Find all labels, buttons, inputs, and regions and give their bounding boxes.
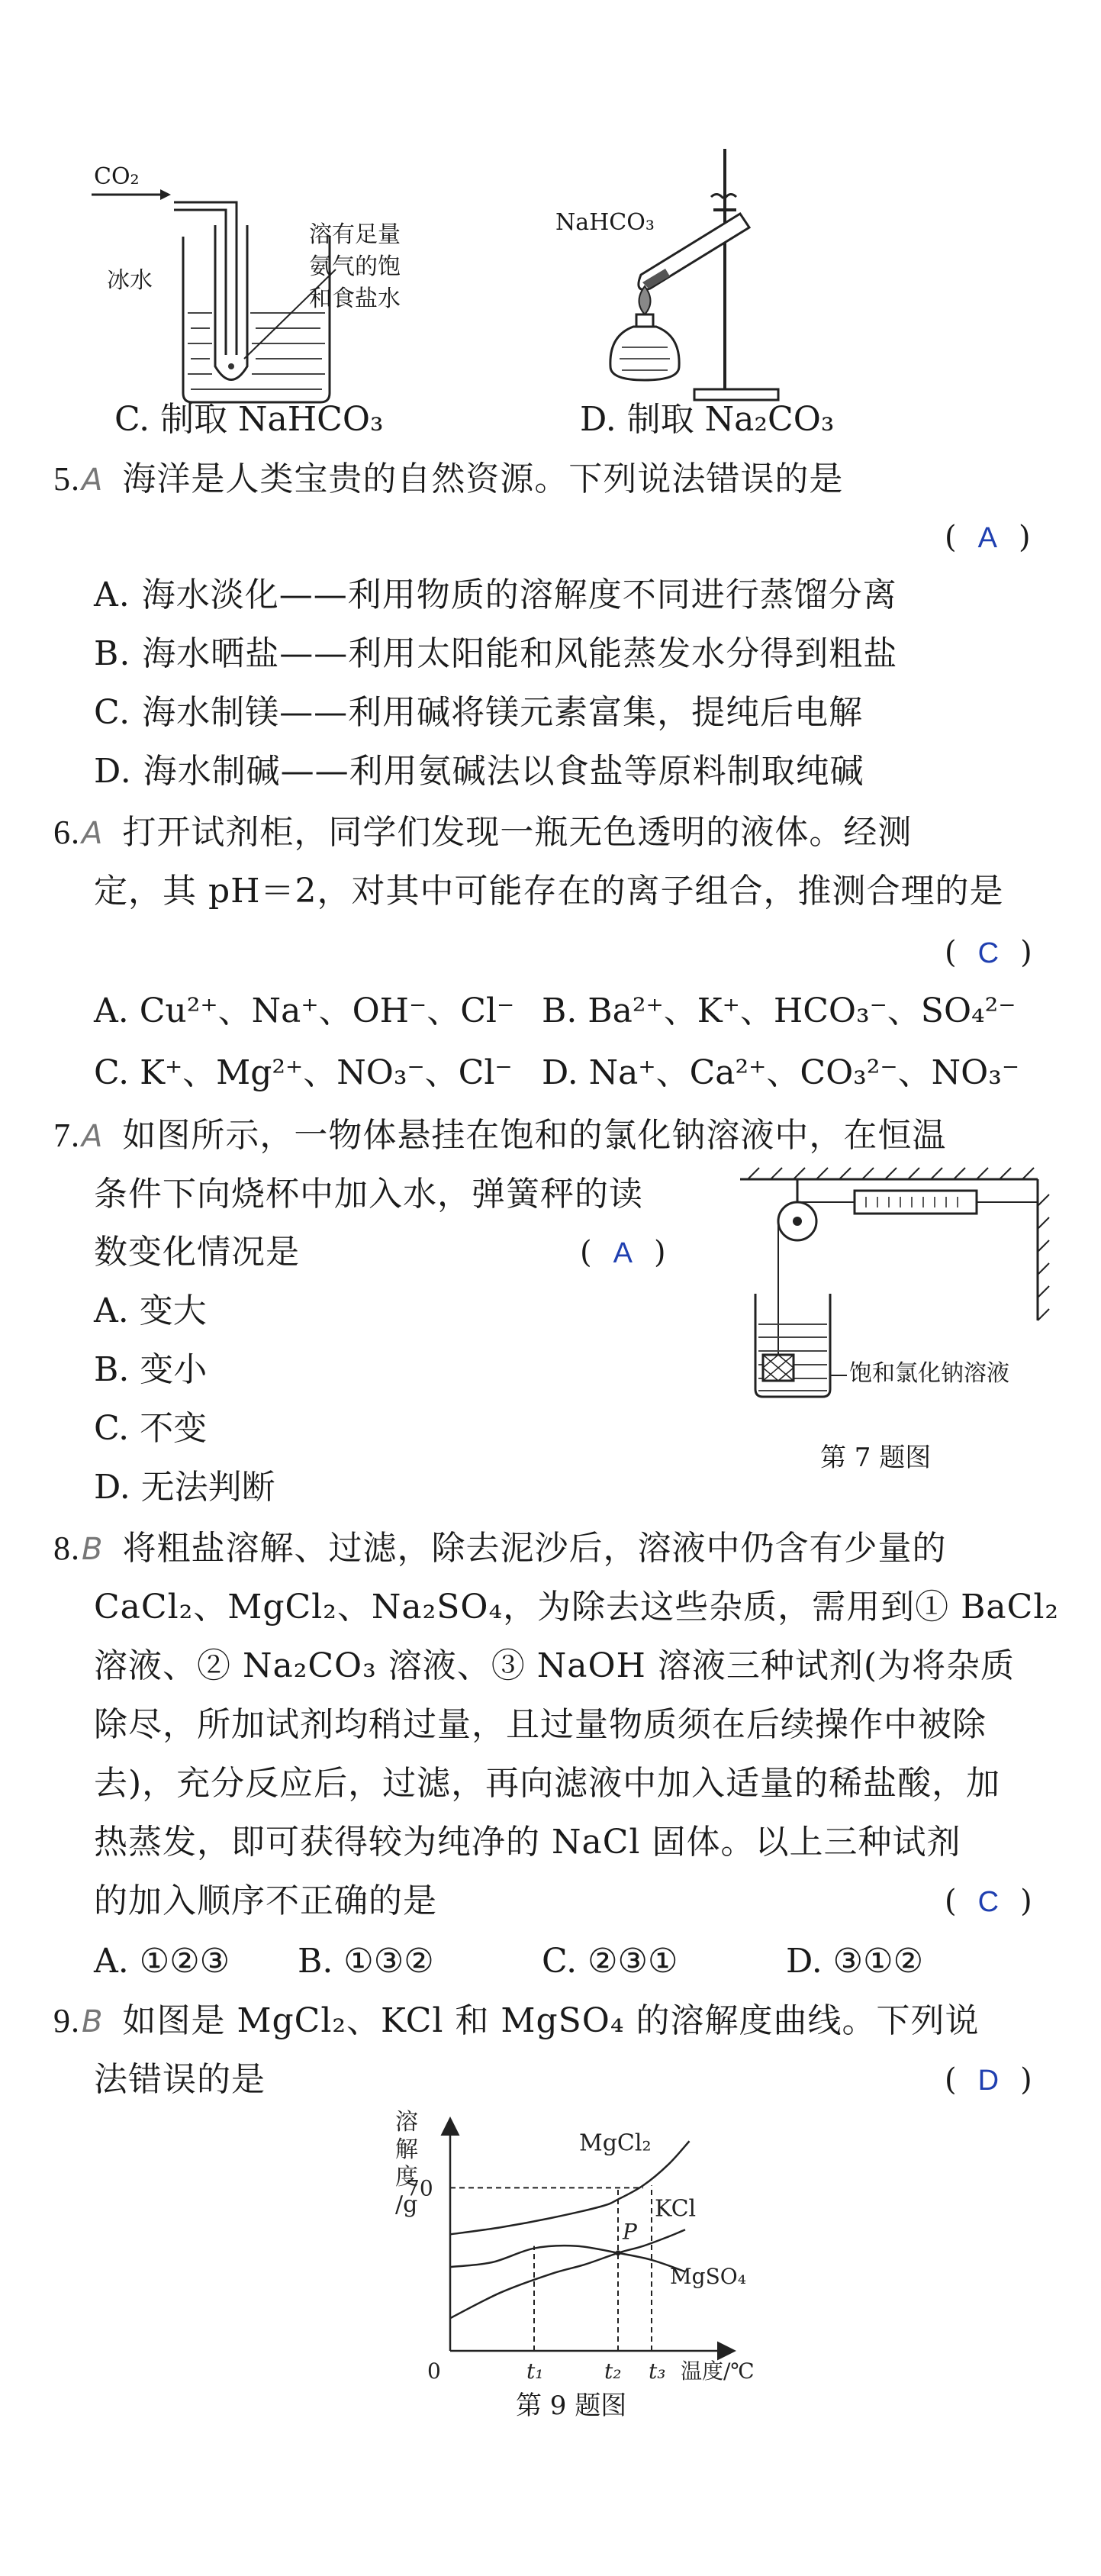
- q6-option-b: B. Ba²⁺、K⁺、HCO₃⁻、SO₄²⁻: [542, 991, 1016, 1030]
- q8-line-3: 溶液、② Na₂CO₃ 溶液、③ NaOH 溶液三种试剂(为将杂质: [94, 1646, 1016, 1685]
- q5-option-a: A. 海水淡化——利用物质的溶解度不同进行蒸馏分离: [94, 575, 897, 614]
- ice-water-label: 冰水: [107, 267, 153, 294]
- q8-option-c: C. ②③①: [542, 1942, 678, 1981]
- q5-answer-box: ( A ): [945, 520, 1031, 555]
- q9-stem-line-1: [53, 2000, 980, 2043]
- q9-stem-1: 如图是 MgCl₂、KCl 和 MgSO₄ 的溶解度曲线。下列说: [122, 2001, 980, 2040]
- q8-line-4: 除尽，所加试剂均稍过量，且过量物质须在后续操作中被除: [94, 1705, 987, 1744]
- q8-line-1: 将粗盐溶解、过滤，除去泥沙后，溶液中仍含有少量的: [122, 1529, 947, 1568]
- q8-option-d: D. ③①②: [786, 1942, 924, 1981]
- curve-mgso: [450, 2246, 685, 2271]
- spring-balance: [855, 1191, 977, 1214]
- q7-figure-caption: 第 7 题图: [820, 1443, 932, 1473]
- figure-c-caption: C. 制取 NaHCO₃: [114, 400, 384, 439]
- y-label-char: 解: [395, 2136, 418, 2163]
- q9-number: 9.: [53, 2002, 80, 2039]
- point-p: [616, 2250, 621, 2255]
- q7-answer-box: ( A ): [580, 1235, 666, 1270]
- q7-answer: A: [613, 1237, 633, 1269]
- series-label-kcl: KCl: [655, 2195, 697, 2223]
- q8-option-b: B. ①③②: [298, 1942, 434, 1981]
- alcohol-lamp: [610, 327, 679, 380]
- series-label-mgcl2: MgCl₂: [579, 2129, 652, 2157]
- q6-answer-box: ( C ): [945, 935, 1032, 970]
- q5-answer: A: [977, 522, 997, 554]
- nahco3-label: NaHCO₃: [555, 209, 655, 236]
- curve-kcl: [450, 2229, 685, 2318]
- solution-label-1: 溶有足量: [309, 221, 401, 248]
- q7-option-c: C. 不变: [94, 1409, 208, 1448]
- q6-option-c: C. K⁺、Mg²⁺、NO₃⁻、Cl⁻: [94, 1053, 513, 1092]
- flame-icon: [639, 286, 651, 314]
- q5-number: 5.: [53, 460, 80, 498]
- q5-option-d: D. 海水制碱——利用氨碱法以食盐等原料制取纯碱: [94, 752, 864, 791]
- q7-option-b: B. 变小: [94, 1350, 208, 1389]
- q8-level-icon: B: [82, 1532, 104, 1567]
- q9-figure-caption: 第 9 题图: [516, 2391, 627, 2421]
- y-label-char: 度: [395, 2164, 418, 2191]
- q6-option-d: D. Na⁺、Ca²⁺、CO₃²⁻、NO₃⁻: [542, 1053, 1020, 1092]
- x-tick-label: t₁: [526, 2358, 544, 2381]
- y-tick-label: 70: [406, 2175, 433, 2201]
- figure-d-apparatus: [580, 137, 855, 420]
- solubility-chart: [381, 2107, 763, 2381]
- q8-stem-line-1: [53, 1527, 946, 1571]
- q7-number: 7.: [53, 1117, 80, 1154]
- arrow-head-icon: [160, 189, 171, 200]
- q7-option-d: D. 无法判断: [94, 1468, 275, 1507]
- x-axis-label: 温度/℃: [681, 2358, 755, 2381]
- q7-stem-3: 数变化情况是: [94, 1233, 300, 1272]
- q5-stem-line: [53, 458, 843, 501]
- q6-option-a: A. Cu²⁺、Na⁺、OH⁻、Cl⁻: [94, 991, 515, 1030]
- q7-stem-1: 如图所示，一物体悬挂在饱和的氯化钠溶液中，在恒温: [122, 1116, 947, 1155]
- q8-line-6: 热蒸发，即可获得较为纯净的 NaCl 固体。以上三种试剂: [94, 1823, 961, 1862]
- figure-d-caption: D. 制取 Na₂CO₃: [580, 400, 835, 439]
- q7-level-icon: A: [82, 1119, 104, 1154]
- y-label-char: /g: [395, 2191, 418, 2218]
- ice-water-lines: [188, 313, 325, 389]
- q5-level-icon: A: [82, 463, 104, 498]
- q9-level-icon: B: [82, 2004, 104, 2039]
- q6-stem-1: 打开试剂柜，同学们发现一瓶无色透明的液体。经测: [122, 813, 913, 852]
- q8-answer: C: [977, 1886, 1000, 1918]
- origin-label: 0: [427, 2358, 441, 2381]
- solution-label-2: 氨气的饱: [309, 253, 401, 280]
- x-tick-label: t₂: [604, 2358, 622, 2381]
- y-label-char: 溶: [395, 2109, 418, 2136]
- series-label-mgso4: MgSO₄: [670, 2264, 746, 2290]
- q5-stem: 海洋是人类宝贵的自然资源。下列说法错误的是: [122, 459, 844, 498]
- q5-option-c: C. 海水制镁——利用碱将镁元素富集，提纯后电解: [94, 693, 864, 732]
- co2-label: CO₂: [94, 163, 140, 190]
- q6-answer: C: [977, 937, 1000, 969]
- q7-stem-line-1: [53, 1114, 946, 1158]
- q7-figure-label: 饱和氯化钠溶液: [849, 1360, 1009, 1387]
- x-tick-label: t₃: [649, 2358, 666, 2381]
- q8-answer-box: ( C ): [945, 1884, 1032, 1919]
- q6-number: 6.: [53, 814, 80, 851]
- q7-option-a: A. 变大: [94, 1291, 207, 1330]
- q8-line-2: CaCl₂、MgCl₂、Na₂SO₄，为除去这些杂质，需用到① BaCl₂: [94, 1588, 1060, 1627]
- q9-answer-box: ( D ): [945, 2062, 1032, 2097]
- q9-stem-2: 法错误的是: [94, 2060, 266, 2099]
- solution-label-3: 和食盐水: [309, 285, 401, 312]
- q8-option-a: A. ①②③: [94, 1942, 230, 1981]
- q6-stem-2: 定，其 pH＝2，对其中可能存在的离子组合，推测合理的是: [94, 872, 1004, 911]
- test-tube: [215, 225, 247, 380]
- q5-option-b: B. 海水晒盐——利用太阳能和风能蒸发水分得到粗盐: [94, 634, 898, 673]
- q7-stem-2: 条件下向烧杯中加入水，弹簧秤的读: [94, 1175, 643, 1214]
- q8-number: 8.: [53, 1530, 80, 1567]
- point-p-label: P: [623, 2219, 637, 2245]
- outer-beaker: [183, 237, 330, 402]
- q9-answer: D: [977, 2065, 1000, 2097]
- q8-line-5: 去)，充分反应后，过滤，再向滤液中加入适量的稀盐酸，加: [94, 1764, 1001, 1803]
- q8-line-7: 的加入顺序不正确的是: [94, 1881, 437, 1920]
- q6-stem-line-1: [53, 811, 912, 855]
- q6-level-icon: A: [82, 816, 104, 851]
